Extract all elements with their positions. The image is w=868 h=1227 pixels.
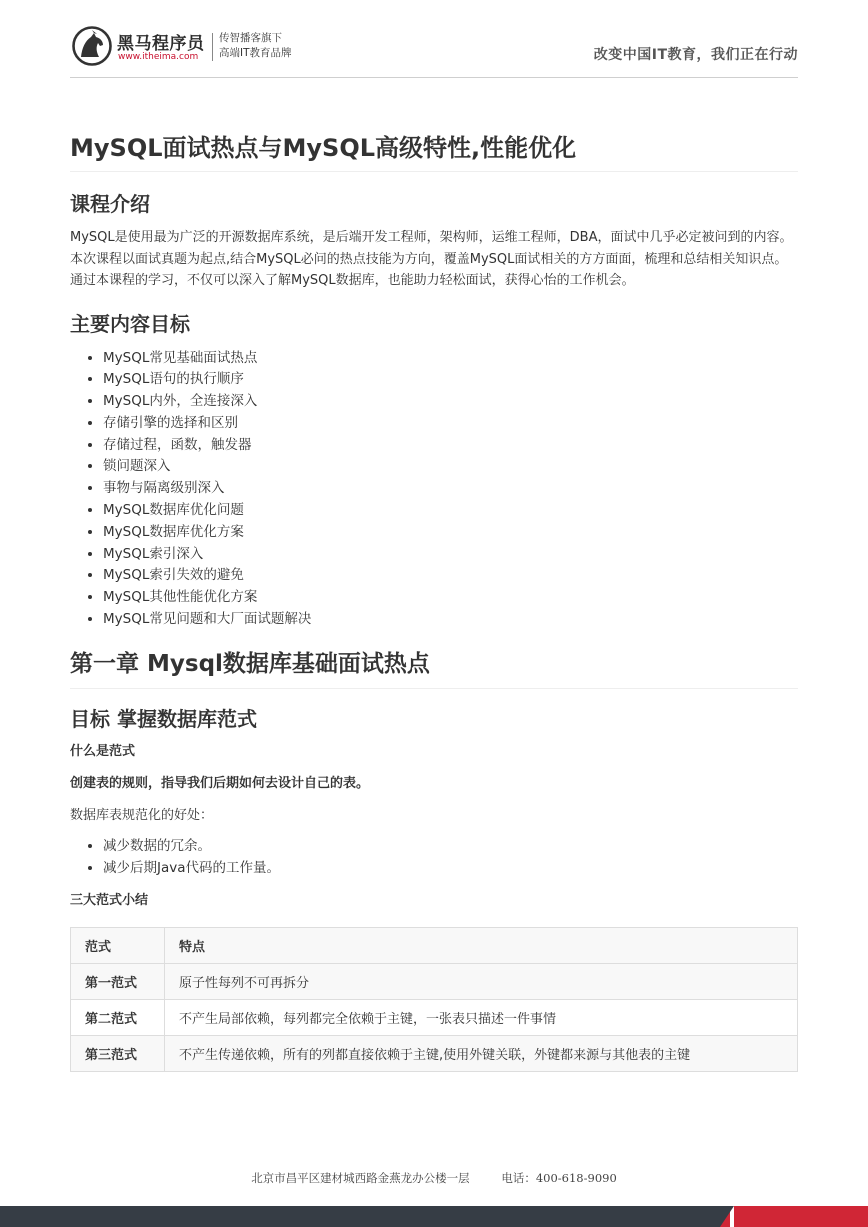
- brand-name: 黑马程序员: [117, 34, 205, 54]
- footer-accent-stripe: [720, 1206, 868, 1227]
- intro-heading: 课程介绍: [70, 192, 150, 216]
- table-row: [71, 1036, 798, 1072]
- logo-divider: [212, 33, 213, 61]
- table-row: [71, 1000, 798, 1036]
- goals-list: [70, 348, 798, 631]
- table-cell: 不产生局部依赖，每列都完全依赖于主键，一张表只描述一件事情: [165, 1000, 798, 1036]
- target-heading: 目标 掌握数据库范式: [70, 706, 257, 731]
- chapter-title: 第一章 Mysql数据库基础面试热点: [70, 645, 798, 689]
- table-row: [71, 964, 798, 1000]
- footer-phone: 电话：400-618-9090: [501, 1171, 617, 1185]
- table-cell: 第二范式: [71, 1000, 165, 1036]
- horse-logo-icon: [72, 26, 112, 66]
- list-item: • MySQL语句的执行顺序: [103, 369, 798, 391]
- list-item: • 减少后期Java代码的工作量。: [103, 858, 798, 880]
- page-header: [70, 22, 798, 78]
- list-item: • MySQL数据库优化方案: [103, 522, 798, 544]
- brand-subtitle-line-2: 高端IT教育品牌: [219, 47, 292, 59]
- benefits-list: [70, 836, 798, 880]
- normal-forms-table: [70, 927, 798, 1072]
- table-cell: 第三范式: [71, 1036, 165, 1072]
- table-cell: 原子性每列不可再拆分: [165, 964, 798, 1000]
- document-body: [70, 120, 798, 1072]
- what-is-normal-form: 什么是范式: [70, 743, 136, 759]
- list-item: • MySQL其他性能优化方案: [103, 587, 798, 609]
- list-item: • 减少数据的冗余。: [103, 836, 798, 858]
- normal-form-definition: 创建表的规则，指导我们后期如何去设计自己的表。: [70, 775, 370, 791]
- list-item: • MySQL数据库优化问题: [103, 500, 798, 522]
- column-header: 特点: [165, 928, 798, 964]
- header-slogan: 改变中国IT教育，我们正在行动: [593, 47, 798, 63]
- list-item: • MySQL常见基础面试热点: [103, 348, 798, 370]
- list-item: • MySQL索引失效的避免: [103, 565, 798, 587]
- list-item: • 事物与隔离级别深入: [103, 478, 798, 500]
- table-header-row: [71, 928, 798, 964]
- list-item: • 存储过程，函数，触发器: [103, 435, 798, 457]
- list-item: • 存储引擎的选择和区别: [103, 413, 798, 435]
- summary-label: 三大范式小结: [70, 893, 149, 909]
- list-item: • MySQL内外，全连接深入: [103, 391, 798, 413]
- list-item: • MySQL常见问题和大厂面试题解决: [103, 609, 798, 631]
- document-title: MySQL面试热点与MySQL高级特性,性能优化: [70, 128, 798, 172]
- column-header: 范式: [71, 928, 165, 964]
- intro-paragraph: MySQL是使用最为广泛的开源数据库系统，是后端开发工程师，架构师，运维工程师，DBA，面试中几乎必定被问到的内容。本次课程以面试真题为起点,结合MySQL必问的热点技能为方向，覆盖MySQL面试相关的方方面面，梳理和总结相关知识点。 通过本课程的学习，不仅可以深入了解MySQL数据库，也能助力轻松面试，获得心怡的工作机会。: [70, 230, 793, 288]
- brand-subtitle: [219, 31, 292, 61]
- table-cell: 不产生传递依赖，所有的列都直接依赖于主键,使用外键关联，外键都来源与其他表的主键: [165, 1036, 798, 1072]
- benefits-label: 数据库表规范化的好处：: [70, 807, 214, 823]
- brand-url[interactable]: www.itheima.com: [118, 52, 199, 62]
- table-cell: 第一范式: [71, 964, 165, 1000]
- list-item: • 锁问题深入: [103, 456, 798, 478]
- footer-address: 北京市昌平区建材城西路金燕龙办公楼一层: [251, 1171, 470, 1185]
- page-footer: [0, 1170, 868, 1186]
- goals-heading: 主要内容目标: [70, 311, 190, 336]
- brand-subtitle-line-1: 传智播客旗下: [219, 32, 282, 44]
- list-item: • MySQL索引深入: [103, 544, 798, 566]
